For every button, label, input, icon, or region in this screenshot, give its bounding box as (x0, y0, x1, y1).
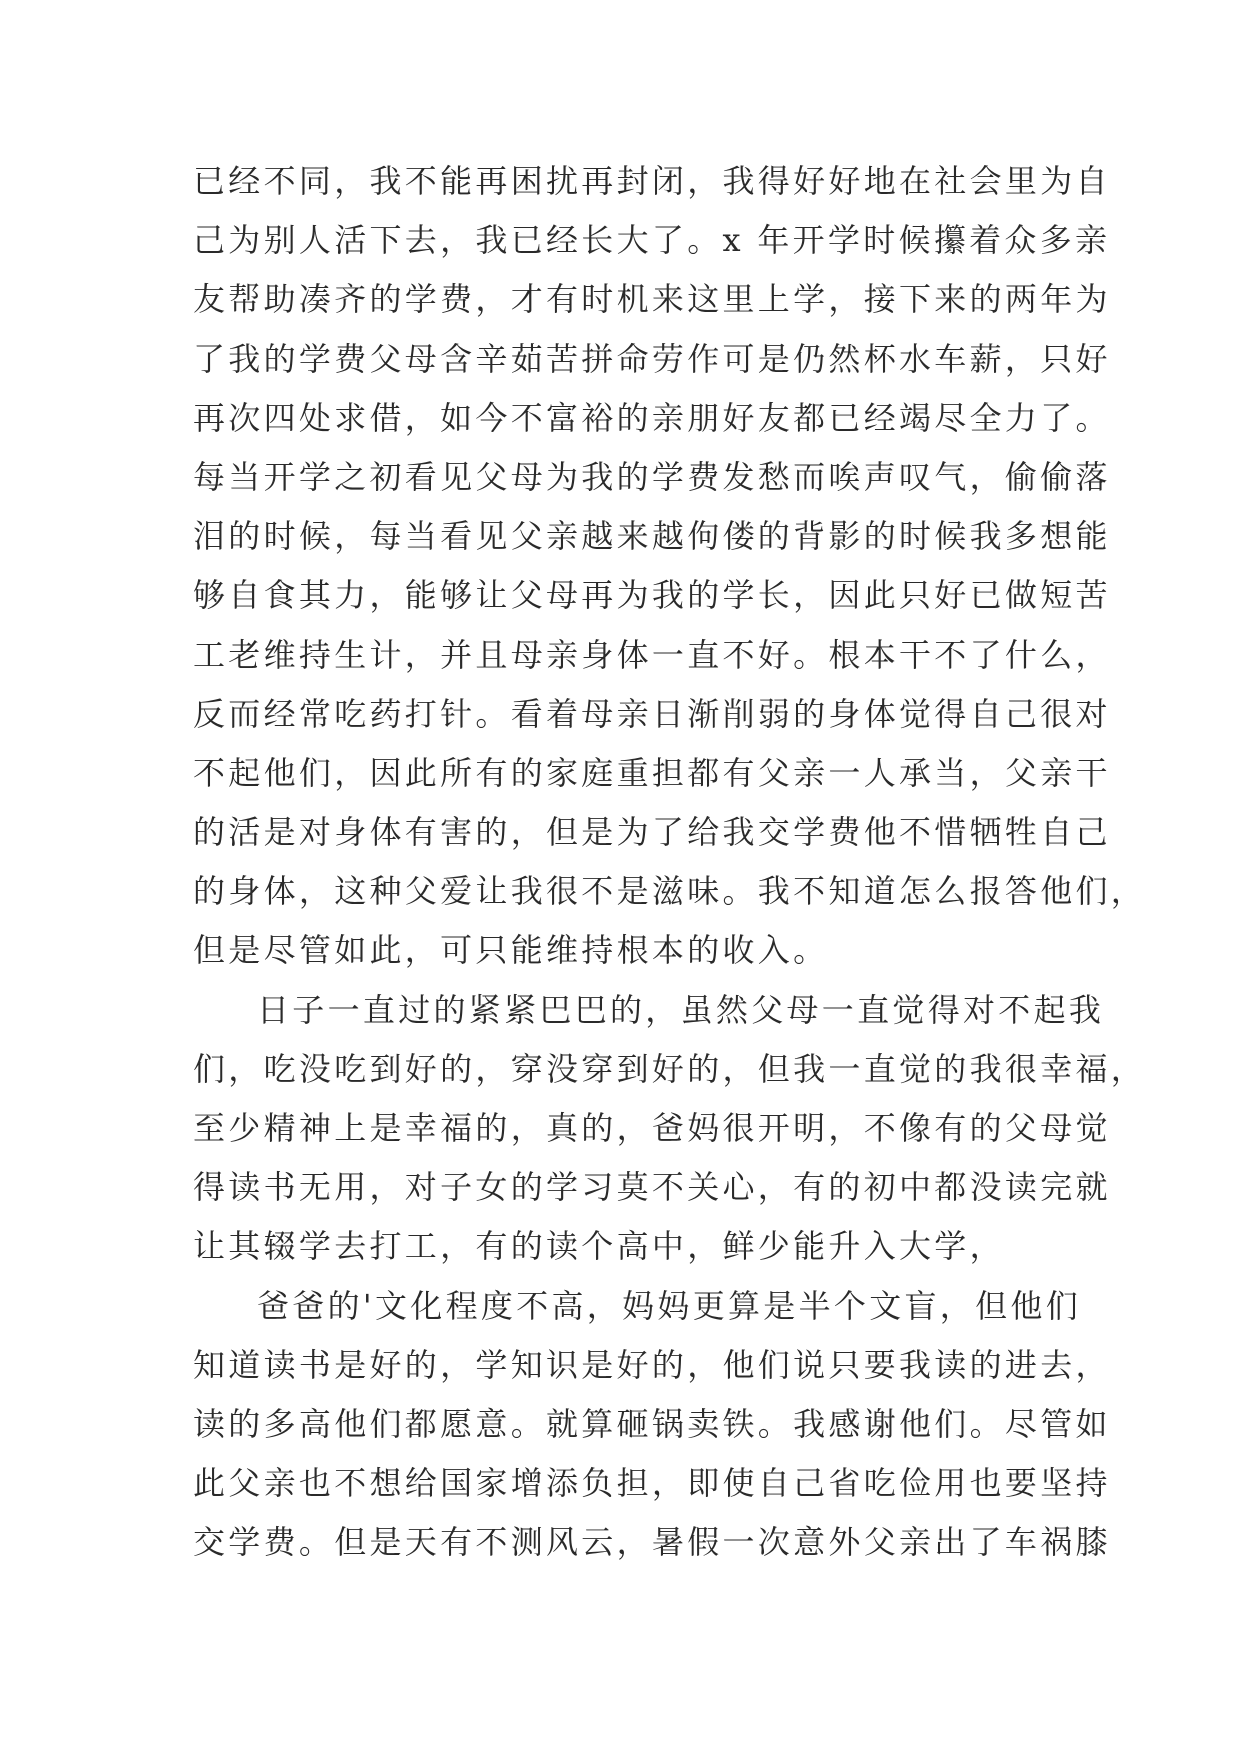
text-line: 知道读书是好的，学知识是好的，他们说只要我读的进去， (193, 1345, 1111, 1384)
text-line: 读的多高他们都愿意。就算砸锅卖铁。我感谢他们。尽管如 (193, 1404, 1111, 1443)
body-text (193, 152, 1147, 1573)
text-line: 再次四处求借，如今不富裕的亲朋好友都已经竭尽全力了。 (193, 398, 1111, 437)
text-line: 让其辍学去打工，有的读个高中，鲜少能升入大学， (193, 1227, 1005, 1266)
text-line: 日子一直过的紧紧巴巴的，虽然父母一直觉得对不起我 (257, 990, 1105, 1029)
text-line: 但是尽管如此，可只能维持根本的收入。 (193, 931, 829, 970)
text-line: 已经不同，我不能再困扰再封闭，我得好好地在社会里为自 (193, 162, 1111, 200)
text-line: 己为别人活下去，我已经长大了。x 年开学时候攥着众多亲 (193, 221, 1111, 260)
text-line: 得读书无用，对子女的学习莫不关心，有的初中都没读完就 (193, 1168, 1111, 1207)
text-line: 够自食其力，能够让父母再为我的学长，因此只好已做短苦 (193, 576, 1111, 615)
text-line: 们，吃没吃到好的，穿没穿到好的，但我一直觉的我很幸福， (193, 1049, 1147, 1088)
text-line: 此父亲也不想给国家增添负担，即使自己省吃俭用也要坚持 (193, 1464, 1111, 1503)
text-line: 每当开学之初看见父母为我的学费发愁而唉声叹气，偷偷落 (193, 457, 1111, 496)
text-line: 反而经常吃药打针。看着母亲日渐削弱的身体觉得自己很对 (193, 694, 1111, 733)
text-line: 的活是对身体有害的，但是为了给我交学费他不惜牺牲自己 (193, 813, 1111, 852)
text-line: 工老维持生计，并且母亲身体一直不好。根本干不了什么， (193, 635, 1111, 674)
text-line: 爸爸的'文化程度不高，妈妈更算是半个文盲，但他们 (257, 1286, 1081, 1325)
text-line: 至少精神上是幸福的，真的，爸妈很开明，不像有的父母觉 (193, 1109, 1111, 1147)
text-line: 友帮助凑齐的学费，才有时机来这里上学，接下来的两年为 (193, 280, 1111, 319)
text-line: 的身体，这种父爱让我很不是滋味。我不知道怎么报答他们， (193, 872, 1147, 911)
text-line: 不起他们，因此所有的家庭重担都有父亲一人承当，父亲干 (193, 753, 1111, 792)
text-line: 泪的时候，每当看见父亲越来越佝偻的背影的时候我多想能 (193, 517, 1111, 556)
text-line: 了我的学费父母含辛茹苦拼命劳作可是仍然杯水车薪，只好 (193, 339, 1111, 378)
text-line: 交学费。但是天有不测风云，暑假一次意外父亲出了车祸膝 (193, 1523, 1111, 1562)
